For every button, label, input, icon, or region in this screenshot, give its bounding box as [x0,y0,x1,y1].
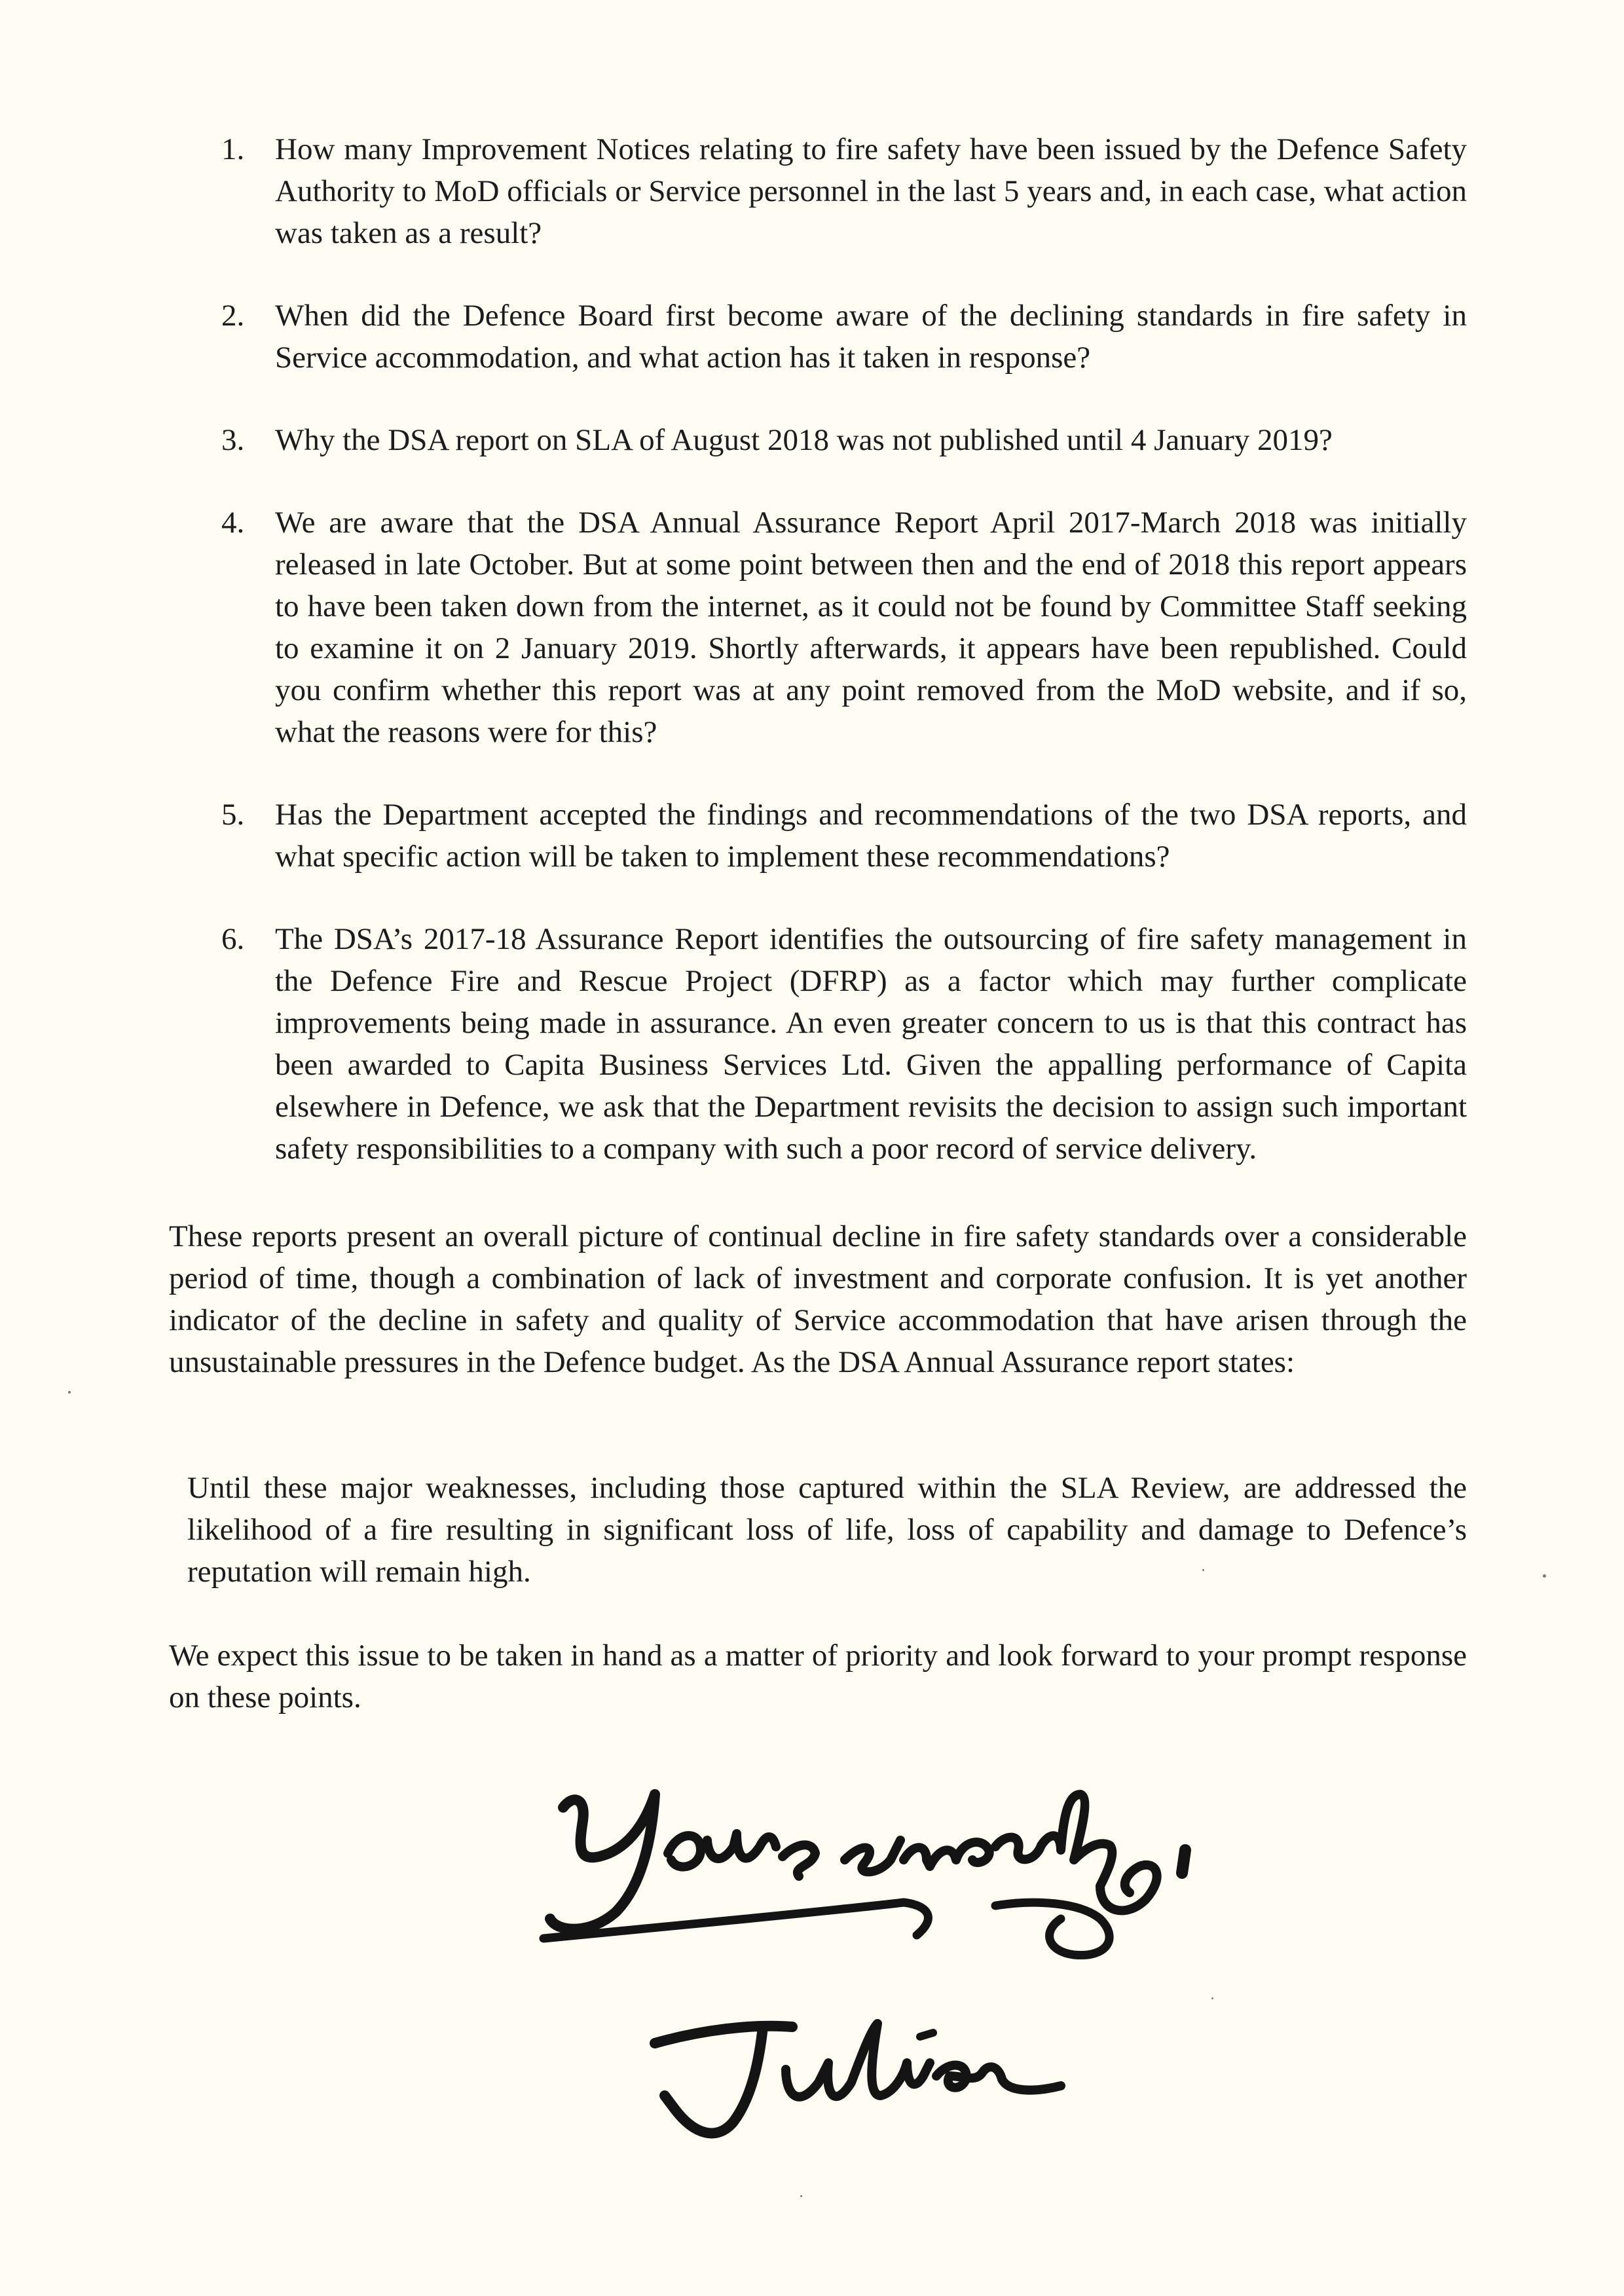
list-item [210,419,1467,461]
list-number: 2. [221,299,245,333]
list-item-text: How many Improvement Notices relating to fire safety have been issued by the Defence Safety Authority to MoD officials or Service personnel in the last 5 years and, in each case, what action was taken as a result? [275,132,1467,250]
paper-speck [1543,1574,1546,1578]
closing-paragraph: We expect this issue to be taken in hand as a matter of priority and look forward to your prompt response on these points. [169,1639,1467,1714]
list-item-text: The DSA’s 2017-18 Assurance Report identifies the outsourcing of fire safety management in the Defence Fire and Rescue Project (DFRP) as a factor which may further complicate improvements being made in assurance. An even greater concern to us is that this contract has been awarded to Capita Business Services Ltd. Given the appalling performance of Capita elsewhere in Defence, we ask that the Department revisits the decision to assign such important safety responsibilities to a company with such a poor record of service delivery. [275,922,1467,1166]
list-item [210,295,1467,379]
paper-speck [1211,1997,1213,1999]
quoted-paragraph: Until these major weaknesses, including those captured within the SLA Review, are addressed the likelihood of a fire resulting in significant loss of life, loss of capability and damage to Defence’s reputation will remain high. [187,1471,1467,1589]
list-item [210,794,1467,878]
list-item-text: When did the Defence Board first become aware of the declining standards in fire safety in Service accommodation, and what action has it taken in response? [275,299,1467,375]
list-number: 1. [221,132,245,166]
summary-paragraph: These reports present an overall picture of continual decline in fire safety standards over a considerable period of time, though a combination of lack of investment and corporate confusion. It is yet another indicator of the decline in safety and quality of Service accommodation that have arisen through the unsustainable pressures in the Defence budget. As the DSA Annual Assurance report states: [169,1219,1467,1379]
list-number: 6. [221,922,245,956]
list-item [210,502,1467,753]
signature-stroke-sincerely [845,1794,1157,1910]
signature-stroke-y [550,1794,655,1929]
signature-stroke-comma [1182,1850,1185,1873]
signature-stroke-ours [668,1834,815,1876]
question-list [210,128,1467,1210]
paper-speck [68,1391,71,1394]
list-item [210,918,1467,1170]
list-item-text: Why the DSA report on SLA of August 2018 was not published until 4 January 2019? [275,423,1333,457]
signature-stroke-sweep [544,1902,1109,1955]
list-item [210,128,1467,254]
list-item-text: We are aware that the DSA Annual Assurance Report April 2017-March 2018 was initially released in late October. But at some point between then and the end of 2018 this report appears to have been taken down from the internet, as it could not be found by Committee Staff seeking to examine it on 2 January 2019. Shortly afterwards, it appears have been republished. Could you confirm whether this report was at any point removed from the MoD website, and if so, what the reasons were for this? [275,506,1467,749]
list-number: 5. [221,798,245,832]
paper-speck [1202,1569,1204,1571]
handwritten-signature [537,1768,1388,2161]
signature-stroke-j [655,2026,792,2134]
list-number: 4. [221,506,245,540]
list-item-text: Has the Department accepted the findings and recommendations of the two DSA reports, and what specific action will be taken to implement these recommendations? [275,798,1467,874]
list-number: 3. [221,423,245,457]
paper-speck [800,2195,802,2197]
signature-stroke-dot [920,2033,933,2037]
